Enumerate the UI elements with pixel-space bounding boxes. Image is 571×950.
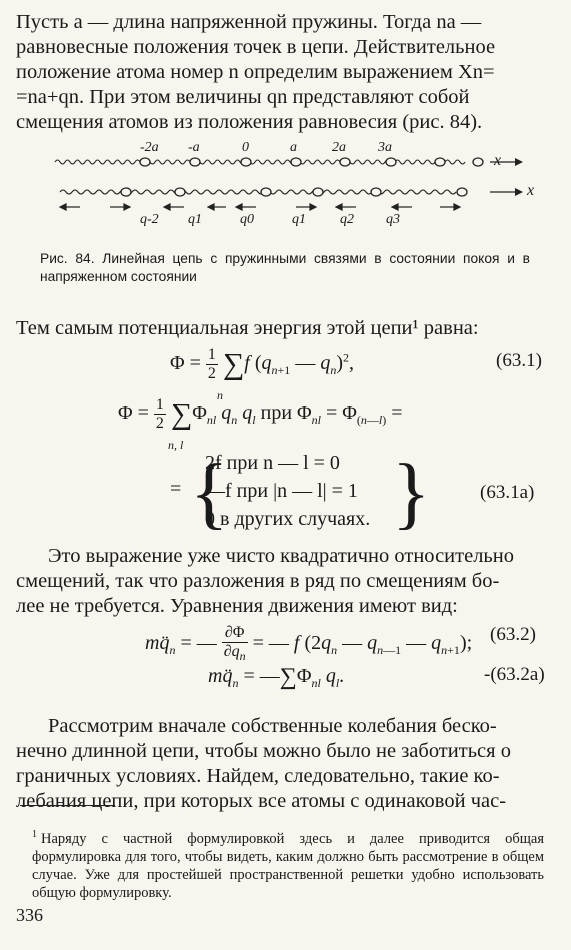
word-pri: при [260,402,293,425]
figure-bottom-label: q1 [188,212,202,227]
text-line: граничных условиях. Найдем, следовательно, такие ко- [16,765,500,787]
atom [313,188,323,196]
text-line: смещений, так что разложения в ряд по смещениям бо- [16,570,500,592]
case-line: 2f при n — l = 0 [205,452,340,474]
sum-index: n, l [168,438,184,452]
spring-chain-diagram [0,0,571,240]
text-line: лебания цепи, при которых все атомы с одинаковой час- [16,790,507,812]
figure-top-label: 3a [378,140,392,155]
equals-sign: = [170,478,182,500]
equation-number: -(63.2a) [484,664,545,685]
axis-label-x: x [527,182,535,199]
atom [175,188,185,196]
text-line: смещения атомов из положения равновесия (рис. 84). [16,111,483,133]
figure-top-label: 2a [332,140,346,155]
figure-bottom-label: q-2 [140,212,159,227]
equation-63-1: Φ = $\frac{1}{2}$ ∑f ($q_{n+1}$ — $q_n)^2$, [170,346,354,382]
figure-caption: Рис. 84. Линейная цепь с пружинными связями в состоянии покоя и в напряженном состоянии [40,251,530,284]
figure-bottom-label: q3 [386,212,400,227]
spring-lower [60,190,456,194]
text-line: лее не требуется. Уравнения движения имеют вид: [16,595,458,617]
paragraph-energy [16,316,546,341]
footnote-mark: 1 [32,829,37,840]
atom [291,158,301,166]
arrowhead [515,158,523,166]
footnote-rule [20,805,115,806]
text-line: =na+qn. При этом величины qn представляют собой [16,86,470,108]
equation-63-2: $mq̈_n$ = — $\frac{\partial\Phi}{\partial q_n}$ = — f ($2q_n$ — $q_{n—1}$ — $q_{n+1}$); [145,624,473,664]
atom [261,188,271,196]
atom [190,158,200,166]
text-line: нечно длинной цепи, чтобы можно было не заботиться о [16,740,511,762]
figure-bottom-label: q2 [340,212,354,227]
atom [473,158,483,166]
text-line: равновесные положения точек в цепи. Действительное [16,36,496,58]
page-number: 336 [16,905,43,925]
text-line: Тем самым потенциальная энергия этой цепи¹ равна: [16,317,479,339]
equation-number: (63.1) [496,350,542,371]
sum-index: n [217,388,223,402]
axis-label-x: x [494,152,502,169]
figure-top-label: a [290,140,297,155]
brace-right: } [392,449,431,537]
displacement-arrows [60,204,460,210]
figure-top-label: 0 [242,140,249,155]
paragraph-vibrations [16,714,546,814]
equation-number: (63.2) [490,624,536,645]
case-line: —f при |n — l| = 1 [205,480,358,502]
text-line: Рассмотрим вначале собственные колебания беско- [48,715,497,737]
atom [371,188,381,196]
spring-upper [55,160,465,164]
figure-top-label: -2a [140,140,159,155]
figure-top-label: -a [188,140,200,155]
text-line: Это выражение уже чисто квадратично относительно [48,545,514,567]
footnote-text: Наряду с частной формулировкой здесь и далее приводится общая формулировка для того, чтобы видеть, каким должно быть рассмотрение в общем случае. Уже для простейшей пространственной решетки удобно использовать общую формулировку. [32,830,544,901]
atom [340,158,350,166]
atom [435,158,445,166]
figure-bottom-label: q0 [240,212,254,227]
atom [121,188,131,196]
paragraph-quadratic [16,544,546,619]
text-line: положение атома номер n определим выражением Xn= [16,61,495,83]
case-line: 0 в других случаях. [205,508,371,530]
arrowhead [515,188,523,196]
text-line: Пусть a — длина напряженной пружины. Тогда na — [16,11,482,33]
brace-left: { [190,449,229,537]
atom [140,158,150,166]
atom [386,158,396,166]
equation-number: (63.1a) [480,482,535,503]
equation-general: Φ = $\frac{1}{2}$ $\sum\Phi_{nl}$ $q_n$ $q_l$ при $\Phi_{nl} = \Phi_{(n—l)}$ = [118,396,403,432]
atom [457,188,467,196]
equation-63-2a: $mq̈_n$ = $—\sum\Phi_{nl}$ $q_l$. [208,664,345,691]
footnote [32,826,544,902]
figure-bottom-label: q1 [292,212,306,227]
atom [241,158,251,166]
